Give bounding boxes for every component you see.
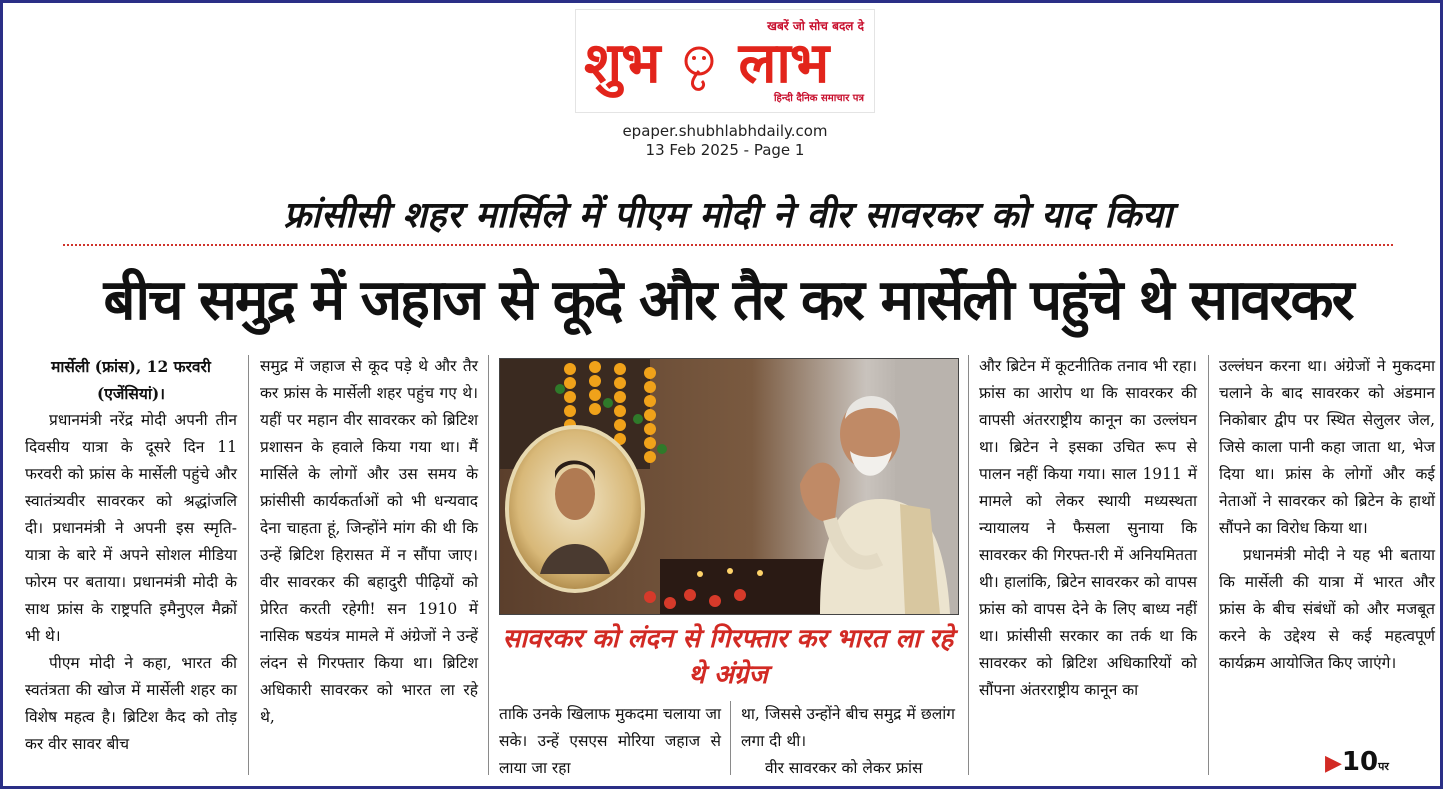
column-divider — [1208, 355, 1209, 775]
paragraph: था, जिससे उन्होंने बीच समुद्र में छलांग लगा दी थी। — [741, 705, 955, 750]
play-arrow-icon: ▶ — [1325, 751, 1342, 776]
paragraph: वीर सावरकर को लेकर फ्रांस — [765, 759, 923, 777]
article-column-1 — [25, 353, 237, 758]
article-column-5 — [979, 353, 1197, 704]
paragraph: प्रधानमंत्री मोदी ने यह भी बताया कि मार्सेली की यात्रा में भारत और फ्रांस के बीच संबंधों को और मजबूत करने के उद्देश्य से कई महत्वपूर्ण कार्यक्रम आयोजित किए जाएंगे। — [1219, 546, 1435, 672]
paragraph: ताकि उनके खिलाफ मुकदमा चलाया जा सके। उन्हें एसएस मोरिया जहाज से लाया जा रहा — [499, 705, 721, 777]
column-divider — [488, 355, 489, 775]
article-kicker: फ्रांसीसी शहर मार्सिले में पीएम मोदी ने वीर सावरकर को याद किया — [283, 194, 1173, 236]
photo-caption: सावरकर को लंदन से गिरफ्तार कर भारत ला रहे थे अंग्रेज — [502, 624, 954, 690]
paragraph: पीएम मोदी ने कहा, भारत की स्वतंत्रता की खोज में मार्सेली शहर का विशेष महत्व है। ब्रिटिश कैद को तोड़ कर वीर सावर बीच — [25, 654, 237, 753]
ganesh-icon — [678, 41, 720, 93]
paragraph: प्रधानमंत्री नरेंद्र मोदी अपनी तीन दिवसीय यात्रा के दूसरे दिन 11 फरवरी को फ्रांस के मार्सेली पहुंचे और स्वातंत्र्यवीर सावरकर को श्रद्धांजलि दी। प्रधानमंत्री ने अपनी इस स्मृति-यात्रा के बारे में अपने सोशल मीडिया फोरम पर बताया। प्रधानमंत्री मोदी के साथ फ्रांस के राष्ट्रपति इमैनुएल मैक्रों भी थे। — [25, 411, 237, 645]
logo-word-right: लाभ — [738, 31, 829, 96]
article-photo — [499, 358, 959, 615]
photo-illustration — [500, 359, 958, 614]
article-column-4 — [741, 701, 955, 782]
article-column-3 — [499, 701, 721, 782]
article-column-2 — [260, 353, 478, 731]
dateline: मार्सेली (फ्रांस), 12 फरवरी (एजेंसियां)। — [51, 357, 211, 403]
article-column-6 — [1219, 353, 1435, 677]
column-divider — [248, 355, 249, 775]
column-divider — [730, 701, 731, 775]
paragraph: समुद्र में जहाज से कूद पड़े थे और तैर कर फ्रांस के मार्सेली शहर पहुंच गए थे। यहीं पर महान वीर सावरकर को ब्रिटिश प्रशासन के हवाले किया गया था। मैं मार्सिले के लोगों और उस समय के फ्रांसीसी कार्यकर्ताओं को भी धन्यवाद देना चाहता हूं, जिन्होंने मांग की थी कि उन्हें ब्रिटिश हिरासत में न सौंपा जाए। वीर सावरकर की बहादुरी पीढ़ियों को प्रेरित करती रहेगी! सन 1910 में नासिक षडयंत्र मामले में अंग्रेजों ने उन्हें लंदन से गिरफ्तार किया था। ब्रिटिश अधिकारी सावरकर को भारत ला रहे थे, — [260, 357, 478, 726]
site-info — [563, 122, 887, 160]
paragraph: उल्लंघन करना था। अंग्रेजों ने मुकदमा चलाने के बाद सावरकर को अंडमान निकोबार द्वीप पर स्थित सेलुलर जेल, जिसे काला पानी कहा जाता था, भेज दिया था। फ्रांस के लोगों और कई नेताओं ने सावरकर को ब्रिटेन के हाथों सौंपने का विरोध किया था। — [1219, 357, 1435, 537]
logo-wordmark — [584, 32, 828, 96]
site-url: epaper.shubhlabhdaily.com — [622, 122, 828, 140]
masthead-tagline: खबरें जो सोच बदल दे — [767, 19, 864, 33]
continued-suffix: पर — [1378, 760, 1389, 773]
masthead-subtitle: हिन्दी दैनिक समाचार पत्र — [773, 93, 864, 104]
kicker-divider — [63, 244, 1393, 246]
paragraph: और ब्रिटेन में कूटनीतिक तनाव भी रहा। फ्रांस का आरोप था कि सावरकर की वापसी अंतरराष्ट्रीय कानून का उल्लंघन था। ब्रिटेन ने इसका उचित रूप से पालन नहीं किया गया। साल 1911 में मामले को लेकर स्थायी मध्यस्थता न्यायालय ने फैसला सुनाया कि सावरकर की गिरफ्त-ारी में अनियमितता थी। हालांकि, ब्रिटेन सावरकर को वापस फ्रांस को वापस देने के लिए बाध्य नहीं था। फ्रांसीसी सरकार का तर्क था कि सावरकर को ब्रिटिश अधिकारियों को सौंपना अंतरराष्ट्रीय कानून का — [979, 357, 1197, 699]
column-divider — [968, 355, 969, 775]
continued-page-number: 10 — [1341, 747, 1379, 777]
continued-on-page[interactable] — [1325, 747, 1389, 782]
masthead-logo — [575, 9, 875, 113]
edition-date-page: 13 Feb 2025 - Page 1 — [645, 141, 805, 159]
logo-word-left: शुभ — [584, 31, 660, 96]
article-headline: बीच समुद्र में जहाज से कूदे और तैर कर मार्सेली पहुंचे थे सावरकर — [103, 268, 1353, 333]
